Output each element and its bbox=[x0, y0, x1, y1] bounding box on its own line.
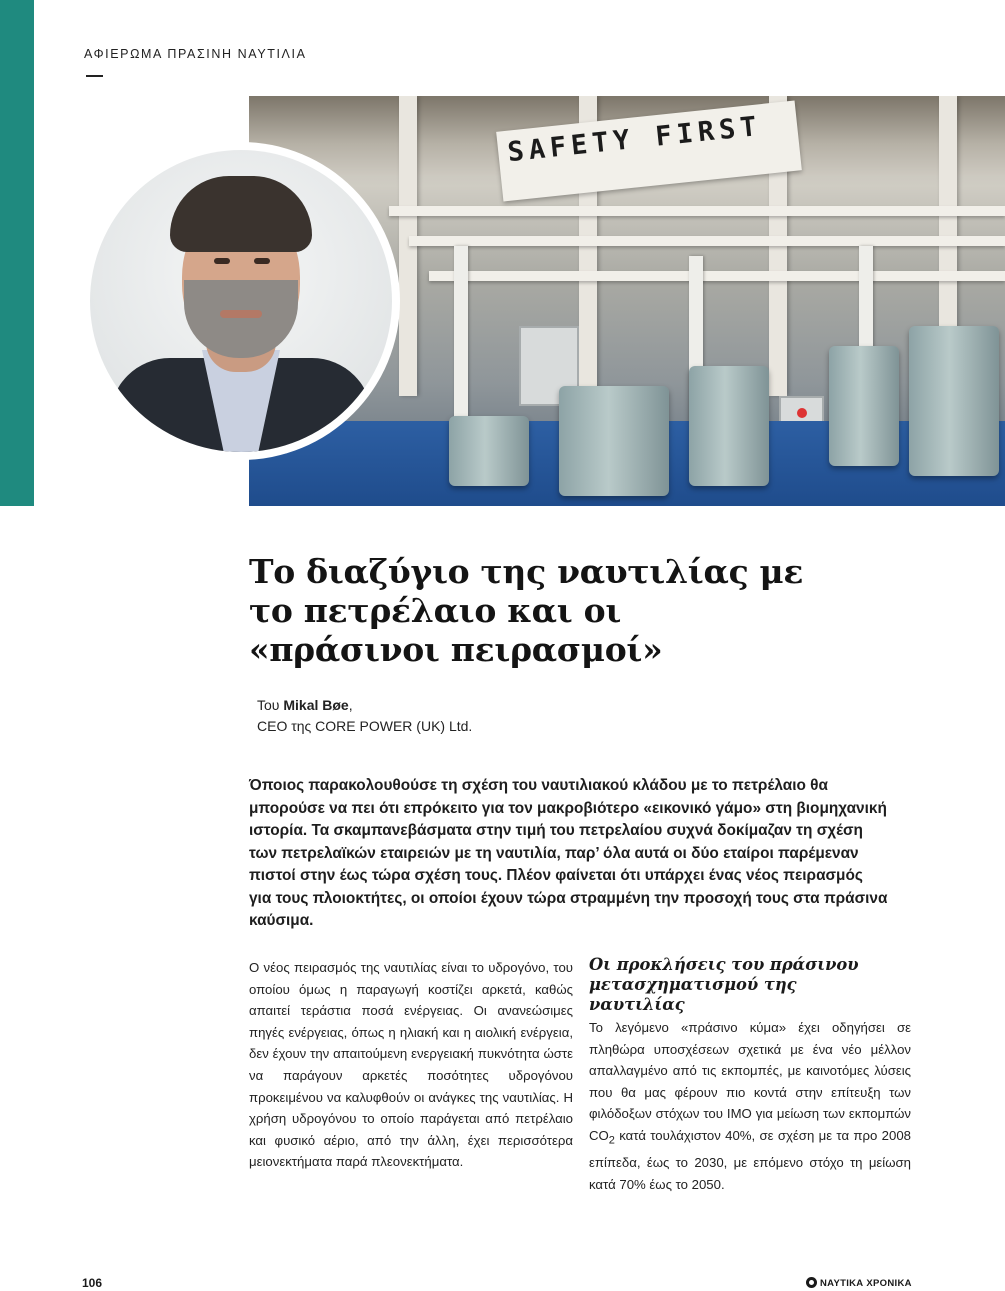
magazine-name: ΝΑΥΤΙΚΑ ΧΡΟΝΙΚΑ bbox=[820, 1278, 912, 1289]
section-rule bbox=[86, 75, 103, 77]
lead-paragraph: Όποιος παρακολουθούσε τη σχέση του ναυτιλιακού κλάδου με το πετρέλαιο θα μπορούσε να πει ότι επρόκειτο για τον μακροβιότερο «εικονικό γάμο» στη βιομηχανική ιστορία. Τα σκαμπανεβάσματα στην τιμή του πετρελαίου συχνά δοκίμαζαν τη σχέση των πετρελαϊκών εταιρειών με τη ναυτιλία, παρ’ όλα αυτά οι δύο εταίροι παρέμεναν πιστοί στην έως τώρα σχέση τους. Πλέον φαίνεται ότι υπάρχει ένας νέος πειρασμός για τους πλοιοκτήτες, οι οποίοι έχουν τώρα στραμμένη την προσοχή τους στα πράσινα καύσιμα. bbox=[249, 777, 888, 929]
photo-tube bbox=[454, 246, 468, 426]
portrait-mouth bbox=[220, 310, 262, 318]
portrait-eye bbox=[214, 258, 230, 264]
photo-machine bbox=[909, 326, 999, 476]
body-right-text-2: κατά τουλάχιστον 40%, σε σχέση με τα προ 2008 επίπεδα, έως το 2030, με επόμενο στόχο τη μείωση κατά 70% έως το 2050. bbox=[589, 1127, 911, 1192]
byline-suffix: , bbox=[348, 697, 353, 713]
photo-beam bbox=[399, 96, 417, 396]
article-headline: Το διαζύγιο της ναυτιλίας με το πετρέλαιο και οι «πράσινοι πειρασμοί» bbox=[249, 552, 804, 669]
photo-machine bbox=[829, 346, 899, 466]
author-name: Mikal Bøe bbox=[283, 697, 349, 713]
photo-machine bbox=[449, 416, 529, 486]
co2-subscript: 2 bbox=[608, 1134, 615, 1147]
indicator-lamp bbox=[797, 408, 807, 418]
photo-machine bbox=[559, 386, 669, 496]
magazine-logo-icon bbox=[806, 1277, 817, 1288]
section-label: ΑΦΙΕΡΩΜΑ ΠΡΑΣΙΝΗ ΝΑΥΤΙΛΙΑ bbox=[84, 47, 307, 61]
byline bbox=[257, 695, 472, 737]
section-subheading: Οι προκλήσεις του πράσινου μετασχηματισμού της ναυτιλίας bbox=[589, 955, 859, 1014]
photo-machine bbox=[689, 366, 769, 486]
author-role: CEO της CORE POWER (UK) Ltd. bbox=[257, 718, 473, 734]
portrait-hair bbox=[170, 176, 312, 252]
magazine-logo bbox=[806, 1277, 912, 1289]
author-portrait bbox=[90, 150, 392, 452]
page-number: 106 bbox=[82, 1276, 103, 1290]
portrait-eye bbox=[254, 258, 270, 264]
body-column-left: Ο νέος πειρασμός της ναυτιλίας είναι το υδρογόνο, του οποίου όμως η παραγωγή κοστίζει αρκετά, καθώς απαιτεί τεράστια ποσά ενέργειας. Οι ανανεώσιμες πηγές ενέργειας, όπως η ηλιακή και η αιολική ενέργεια, δεν έχουν την απαιτούμενη ενεργειακή πυκνότητα ώστε να παράγουν αρκετές ποσότητες υδρογόνου προκειμένου να καλυφθούν οι ανάγκες της ναυτιλίας. Η χρήση υδρογόνου το οποίο παράγεται από πετρέλαιο και φυσικό αέριο, από την άλλη, έχει περισσότερα μειονεκτήματα παρά πλεονεκτήματα. bbox=[249, 960, 573, 1170]
byline-prefix: Του bbox=[257, 697, 284, 713]
photo-pipe bbox=[409, 236, 1005, 246]
portrait-beard bbox=[184, 280, 298, 358]
safety-sign-text: SAFETY FIRST bbox=[506, 110, 763, 169]
body-right-text-1: Το λεγόμενο «πράσινο κύμα» έχει οδηγήσει σε πληθώρα υποσχέσεων σχετικά με ένα νέο μέλλον απαλλαγμένο από τις εκπομπές, με καινοτόμες λύσεις που θα μας φέρουν πιο κοντά στην επίτευξη των φιλόδοξων στόχων του IMO για μείωση των εκπομπών CO bbox=[589, 1020, 911, 1143]
body-column-right bbox=[589, 1017, 911, 1195]
teal-accent-bar bbox=[0, 0, 34, 506]
photo-pipe bbox=[429, 271, 1005, 281]
photo-pipe bbox=[389, 206, 1005, 216]
